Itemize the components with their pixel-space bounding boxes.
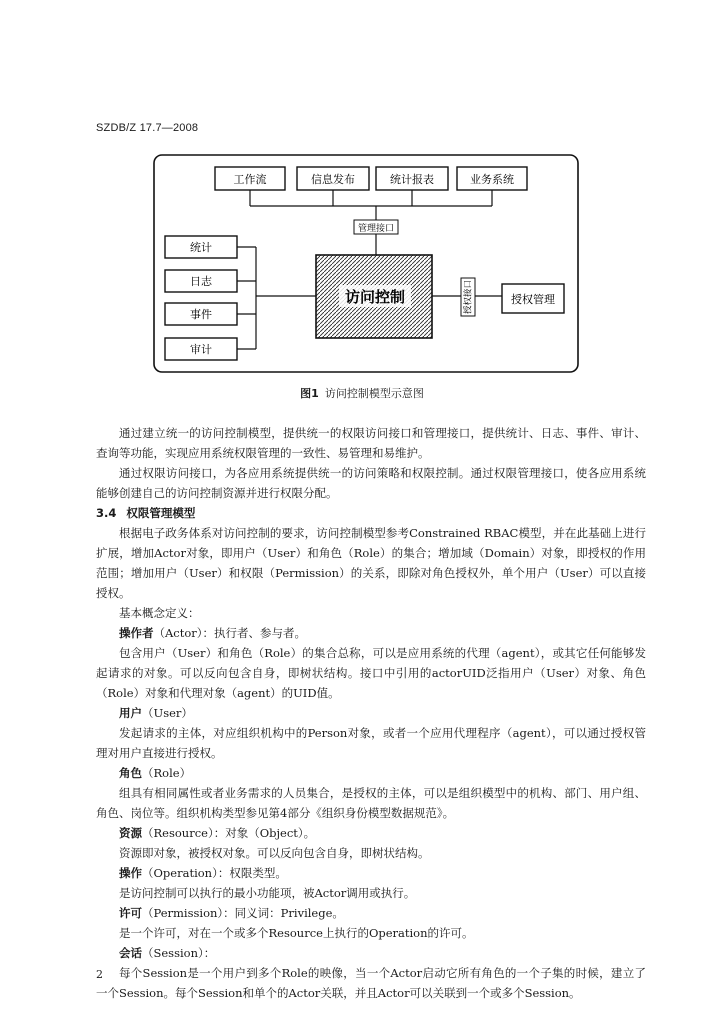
left-box-log bbox=[165, 270, 237, 292]
left-box-event bbox=[165, 303, 237, 325]
top-box-label: 业务系统 bbox=[470, 173, 514, 186]
authorization-interface bbox=[461, 278, 475, 316]
center-box-access-control bbox=[316, 255, 432, 338]
definition-permission bbox=[96, 903, 646, 923]
paragraph-intro: 通过建立统一的访问控制模型，提供统一的权限访问接口和管理接口，提供统计、日志、事件、审计、查询等功能，实现应用系统权限管理的一致性、易管理和易维护。 bbox=[96, 426, 646, 460]
left-box-label: 审计 bbox=[190, 343, 212, 356]
definition-session bbox=[96, 943, 646, 963]
paragraph-interfaces: 通过权限访问接口，为各应用系统提供统一的访问策略和权限控制。通过权限管理接口，使各应用系统能够创建自己的访问控制资源并进行权限分配。 bbox=[96, 466, 646, 500]
top-box-info-publish bbox=[297, 167, 369, 190]
definition-role-desc: 组具有相同属性或者业务需求的人员集合，是授权的主体，可以是组织模型中的机构、部门、用户组、角色、岗位等。组织机构类型参见第4部分《组织身份模型数据规范》。 bbox=[96, 786, 646, 820]
figure-title: 访问控制模型示意图 bbox=[324, 387, 424, 400]
left-connectors bbox=[237, 247, 316, 349]
term-actor: 操作者 bbox=[119, 626, 154, 640]
definition-operation-desc: 是访问控制可以执行的最小功能项，被Actor调用或执行。 bbox=[119, 886, 416, 900]
term-resource-rest: （Resource）：对象（Object）。 bbox=[142, 826, 316, 840]
term-role: 角色 bbox=[119, 766, 142, 780]
term-operation: 操作 bbox=[119, 866, 142, 880]
section-number: 3.4 bbox=[96, 506, 117, 520]
term-permission: 许可 bbox=[119, 906, 142, 920]
left-box-label: 事件 bbox=[190, 308, 212, 321]
paragraph-definitions-intro: 基本概念定义： bbox=[119, 606, 200, 620]
definition-permission-desc: 是一个许可，对在一个或多个Resource上执行的Operation的许可。 bbox=[119, 926, 474, 940]
authorization-interface-label: 授权接口 bbox=[463, 279, 474, 315]
page-number: 2 bbox=[96, 968, 103, 981]
left-box-label: 日志 bbox=[190, 275, 212, 288]
term-resource: 资源 bbox=[119, 826, 142, 840]
figure-number: 图1 bbox=[300, 387, 319, 400]
term-user: 用户 bbox=[119, 706, 142, 720]
top-box-label: 工作流 bbox=[233, 173, 267, 186]
definition-session-desc: 每个Session是一个用户到多个Role的映像，当一个Actor启动它所有角色的一个子集的时候，建立了一个Session。每个Session和单个的Actor关联，并且Actor可以关联到一个或多个Session。 bbox=[96, 966, 646, 1000]
top-box-label: 统计报表 bbox=[390, 173, 434, 186]
access-control-diagram bbox=[0, 0, 724, 380]
top-box-business-system bbox=[457, 167, 527, 190]
definition-actor bbox=[96, 623, 646, 643]
body-text bbox=[96, 423, 646, 1003]
left-box-audit bbox=[165, 338, 237, 360]
document-id: SZDB/Z 17.7—2008 bbox=[96, 122, 199, 134]
right-box-label: 授权管理 bbox=[511, 293, 555, 306]
management-interface-label: 管理接口 bbox=[357, 224, 395, 234]
term-session: 会话 bbox=[119, 946, 142, 960]
definition-resource-desc: 资源即对象，被授权对象。可以反向包含自身，即树状结构。 bbox=[119, 846, 430, 860]
definition-user bbox=[96, 703, 646, 723]
top-box-workflow bbox=[215, 167, 285, 190]
term-permission-rest: （Permission）：同义词：Privilege。 bbox=[142, 906, 344, 920]
definition-user-desc: 发起请求的主体，对应组织机构中的Person对象，或者一个应用代理程序（agent），可以通过授权管理对用户直接进行授权。 bbox=[96, 726, 646, 760]
left-box-statistics bbox=[165, 236, 237, 258]
definition-role bbox=[96, 763, 646, 783]
definition-resource bbox=[96, 823, 646, 843]
term-user-rest: （User） bbox=[142, 706, 193, 720]
term-session-rest: （Session）： bbox=[142, 946, 216, 960]
term-actor-rest: （Actor）：执行者、参与者。 bbox=[153, 626, 307, 640]
management-interface bbox=[354, 220, 398, 234]
left-box-label: 统计 bbox=[190, 241, 212, 254]
top-box-statistics-report bbox=[376, 167, 448, 190]
center-box-label: 访问控制 bbox=[344, 288, 406, 306]
definition-actor-desc: 包含用户（User）和角色（Role）的集合总称，可以是应用系统的代理（agent），或其它任何能够发起请求的对象。可以反向包含自身，即树状结构。接口中引用的actorUID泛指用户（User）对象、角色（Role）对象和代理对象（agent）的UID值。 bbox=[96, 646, 646, 700]
definition-operation bbox=[96, 863, 646, 883]
term-role-rest: （Role） bbox=[142, 766, 192, 780]
top-box-label: 信息发布 bbox=[311, 173, 355, 186]
paragraph-model: 根据电子政务体系对访问控制的要求，访问控制模型参考Constrained RBAC模型，并在此基础上进行扩展，增加Actor对象，即用户（User）和角色（Role）的集合；增加域（Domain）对象，即授权的作用范围；增加用户（User）和权限（Permission）的关系，即除对角色授权外，单个用户（User）可以直接授权。 bbox=[96, 526, 646, 600]
right-box-authorization-management bbox=[502, 284, 564, 313]
section-heading bbox=[96, 503, 646, 523]
section-title: 权限管理模型 bbox=[126, 506, 196, 520]
term-operation-rest: （Operation）：权限类型。 bbox=[142, 866, 287, 880]
figure-caption bbox=[0, 385, 724, 401]
